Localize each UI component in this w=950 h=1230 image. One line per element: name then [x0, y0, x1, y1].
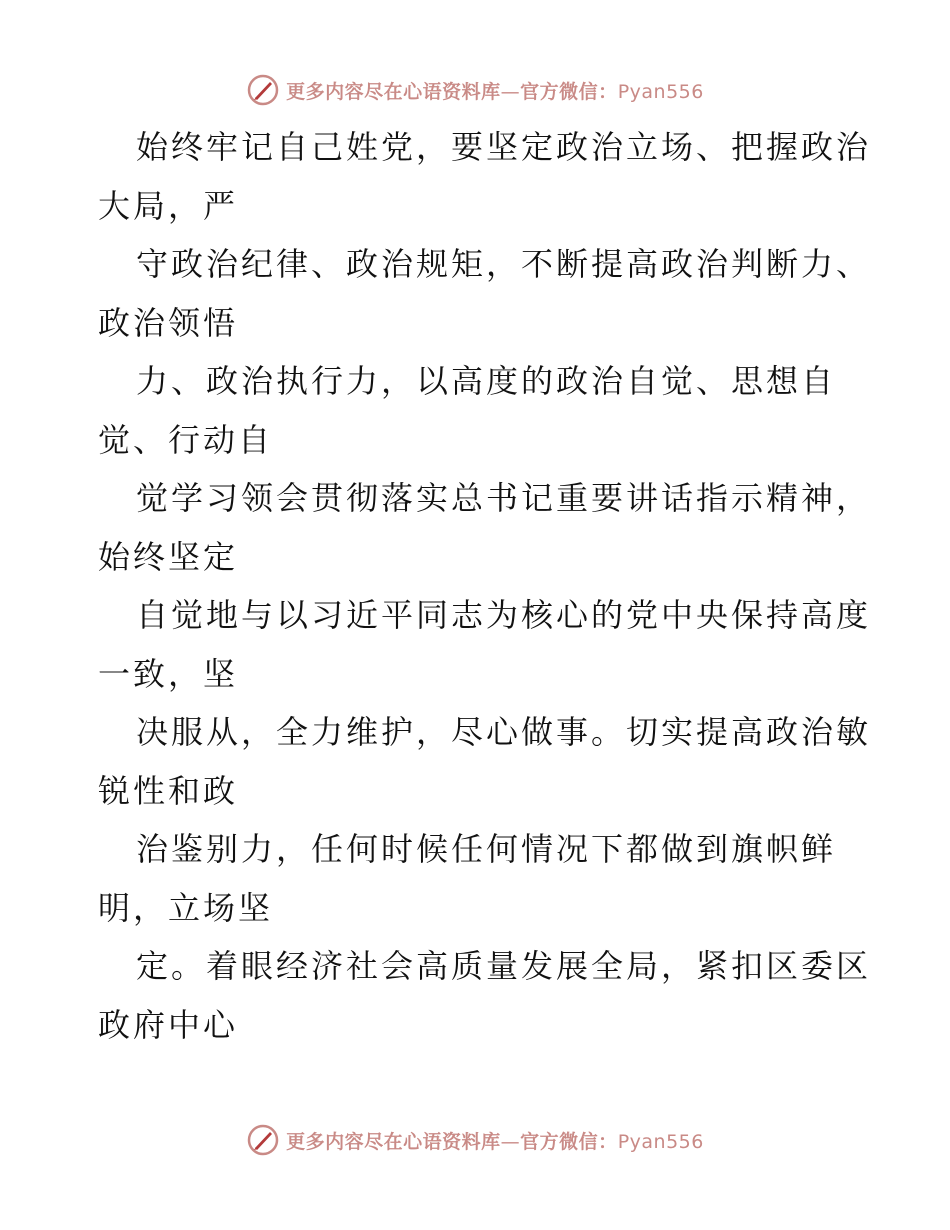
text-line: 明，立场坚 — [98, 888, 274, 927]
document-body — [98, 118, 878, 1054]
watermark-text: 更多内容尽在心语资料库 — [286, 1130, 501, 1153]
watermark-wechat-id: Pyan556 — [617, 80, 704, 103]
text-line: 政府中心 — [98, 1005, 239, 1044]
text-line: 觉、行动自 — [98, 420, 274, 459]
quill-circle-logo-icon — [246, 1123, 280, 1157]
watermark-wechat-label: 官方微信： — [520, 1130, 618, 1153]
text-line: 治鉴别力，任何时候任何情况下都做到旗帜鲜 — [136, 830, 837, 868]
footer-watermark — [0, 1120, 950, 1160]
text-line: 决服从，全力维护，尽心做事。切实提高政治敏 — [136, 713, 872, 751]
watermark-dash: — — [500, 80, 521, 103]
watermark-text: 更多内容尽在心语资料库 — [286, 80, 501, 103]
text-line: 觉学习领会贯彻落实总书记重要讲话指示精神， — [136, 479, 872, 517]
text-line: 定。着眼经济社会高质量发展全局，紧扣区委区 — [136, 947, 872, 985]
text-line: 始终坚定 — [98, 537, 239, 576]
watermark-wechat-id: Pyan556 — [617, 1130, 704, 1153]
quill-circle-logo-icon — [246, 73, 280, 107]
text-line: 始终牢记自己姓党，要坚定政治立场、把握政治 — [136, 128, 872, 166]
header-watermark — [0, 70, 950, 110]
text-line: 政治领悟 — [98, 303, 239, 342]
text-line: 锐性和政 — [98, 771, 239, 810]
text-line: 守政治纪律、政治规矩，不断提高政治判断力、 — [136, 245, 872, 283]
text-line: 自觉地与以习近平同志为核心的党中央保持高度 — [136, 596, 872, 634]
text-line: 大局，严 — [98, 186, 239, 225]
watermark-dash: — — [500, 1130, 521, 1153]
text-line: 一致，坚 — [98, 654, 239, 693]
text-line: 力、政治执行力，以高度的政治自觉、思想自 — [136, 362, 837, 400]
watermark-wechat-label: 官方微信： — [520, 80, 618, 103]
